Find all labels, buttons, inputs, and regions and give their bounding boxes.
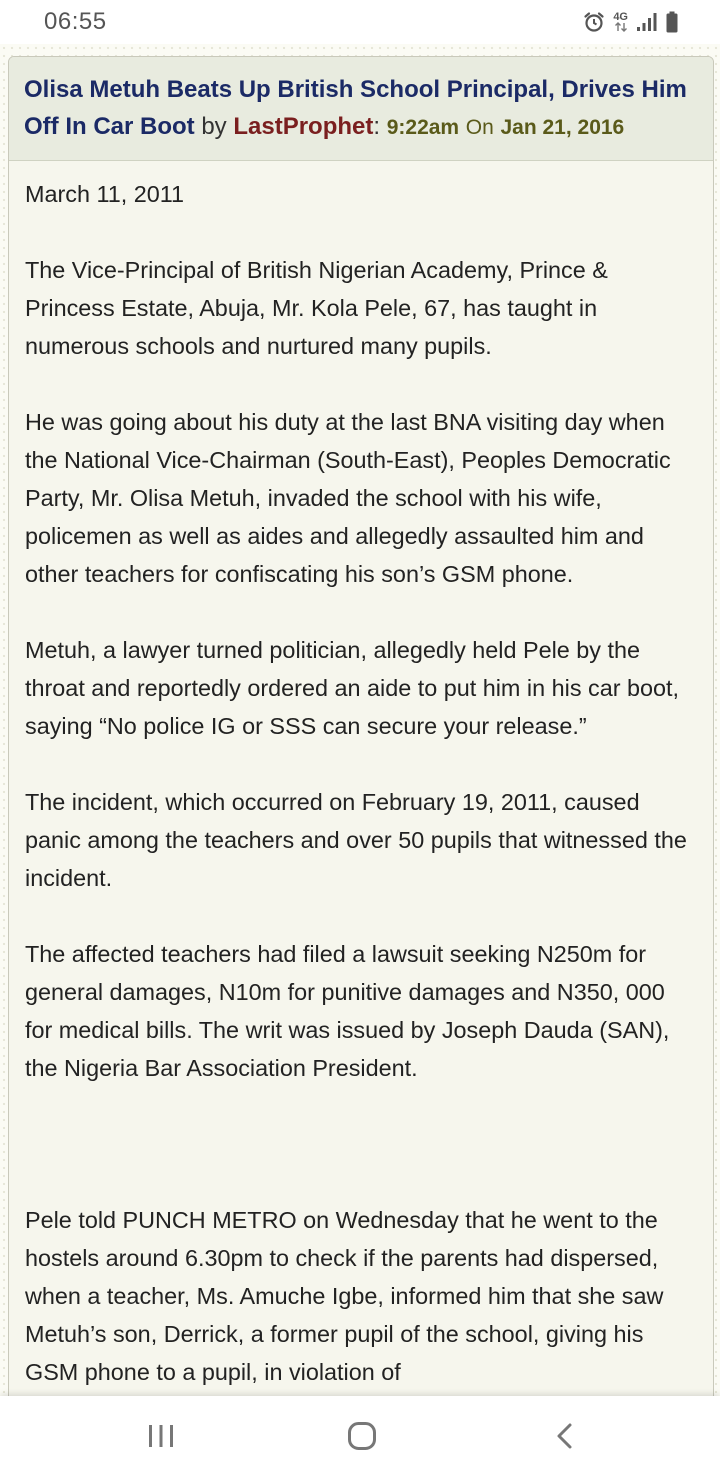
post-time: 9:22am xyxy=(386,116,460,139)
post-paragraph: The incident, which occurred on February 19, 2011, caused panic among the teachers and over 50 pupils that witnessed the incident. xyxy=(25,789,687,891)
post-paragraph: Pele told PUNCH METRO on Wednesday that he went to the hostels around 6.30pm to check if the parents had dispersed, when a teacher, Ms. Amuche Igbe, informed him that she saw Metuh’s son, Derrick, a former pupil of the school, giving his GSM phone to a pupil, in violation of xyxy=(25,1207,664,1385)
post-date: Jan 21, 2016 xyxy=(500,116,625,139)
post-body xyxy=(9,161,713,1391)
post-paragraph: The affected teachers had filed a lawsuit seeking N250m for general damages, N10m for punitive damages and N350, 000 for medical bills. The writ was issued by Joseph Dauda (SAN), the Nigeria Bar Association President. xyxy=(25,941,670,1081)
post-on-label: On xyxy=(465,116,494,139)
home-button[interactable] xyxy=(340,1418,384,1458)
recent-apps-icon xyxy=(147,1423,175,1454)
alarm-icon xyxy=(583,11,605,33)
home-icon xyxy=(347,1421,377,1456)
post-author-link[interactable]: LastProphet xyxy=(233,113,374,140)
system-nav-bar xyxy=(0,1396,720,1480)
status-bar xyxy=(0,0,720,44)
post-paragraph: Metuh, a lawyer turned politician, allegedly held Pele by the throat and reportedly ordered an aide to put him in his car boot, saying “No police IG or SSS can secure your release.” xyxy=(25,637,680,739)
post-paragraph: He was going about his duty at the last BNA visiting day when the National Vice-Chairman (South-East), Peoples Democratic Party, Mr. Olisa Metuh, invaded the school with his wife, policemen as well as aides and allegedly assaulted him and other teachers for confiscating his son’s GSM phone. xyxy=(25,409,671,587)
signal-icon xyxy=(636,12,658,32)
post-paragraph-date: March 11, 2011 xyxy=(25,181,185,207)
post-title-link[interactable]: Olisa Metuh Beats Up British School Principal, Drives Him Off In Car Boot xyxy=(24,76,687,140)
network-4g-icon xyxy=(613,12,628,32)
recent-apps-button[interactable] xyxy=(139,1418,183,1458)
status-time: 06:55 xyxy=(44,8,107,35)
back-icon xyxy=(554,1422,574,1455)
post-paragraph: The Vice-Principal of British Nigerian Academy, Prince & Princess Estate, Abuja, Mr. Kola Pele, 67, has taught in numerous schools and nurtured many pupils. xyxy=(25,257,608,359)
post-by-label: by xyxy=(201,113,227,140)
status-icons xyxy=(583,10,678,34)
battery-icon xyxy=(666,11,678,33)
post-separator: : xyxy=(373,113,381,140)
back-button[interactable] xyxy=(542,1418,586,1458)
network-label: 4G xyxy=(613,11,628,23)
forum-post xyxy=(8,56,714,1418)
post-header xyxy=(9,57,713,161)
